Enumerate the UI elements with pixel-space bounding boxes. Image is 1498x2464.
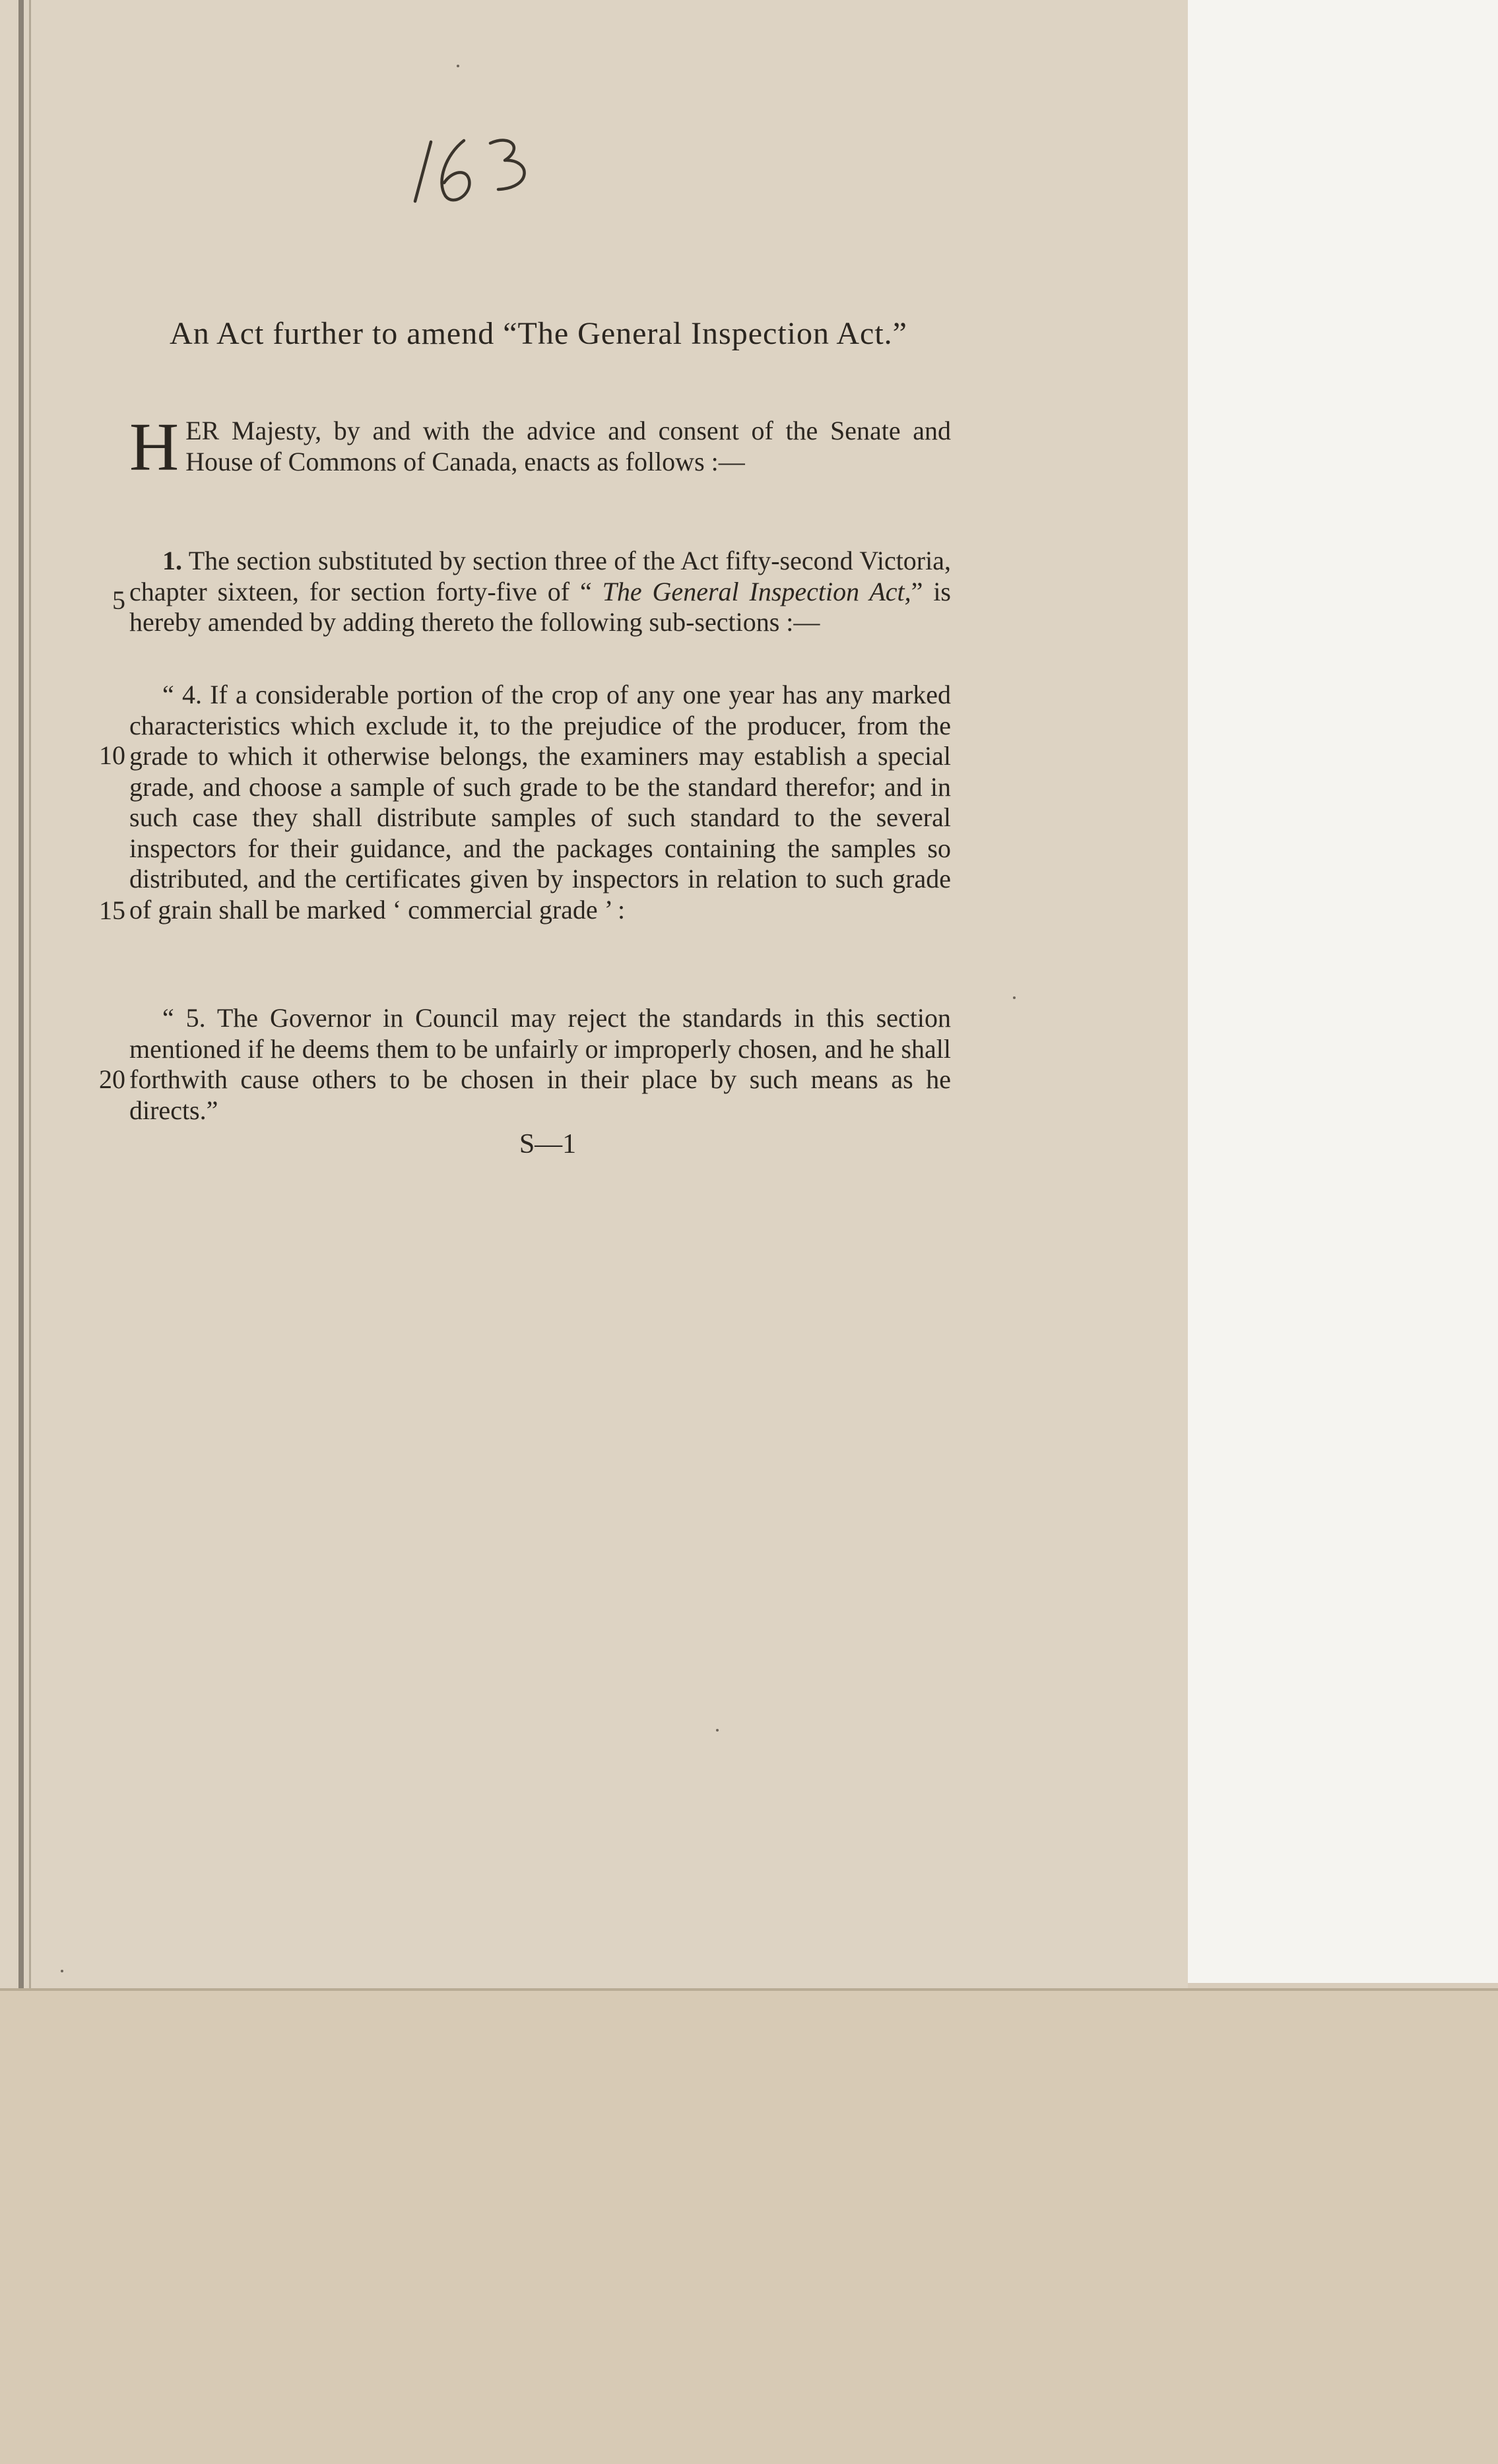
line-number: 20 bbox=[99, 1064, 125, 1094]
subsection-4: “ 4. If a considerable portion of the crop of any one year has any marked characteristics which exclude it, to the prejudice of the producer, from the grade to which it otherwise belongs, the examiners may establish a special grade, and choose a sample of such grade to be the standard therefor; and in such case they shall distribute samples of such standard to the several inspectors for their guidance, and the packages containing the samples so distributed, and the certificates given by inspectors in relation to such grade of grain shall be marked ‘ commercial grade ’ : bbox=[129, 680, 951, 924]
underlying-sheet bbox=[0, 1990, 1498, 2464]
page-fold-line bbox=[0, 1988, 1498, 1991]
subsection-5: “ 5. The Governor in Council may reject the standards in this section mentioned if he deems them to be unfairly or improperly chosen, and he shall forthwith cause others to be chosen in their place by such means as he directs.” bbox=[129, 1003, 951, 1125]
section-text: The section substituted by section three of the Act fifty-second Victoria, chapter sixteen, for section forty-five of “ bbox=[129, 546, 951, 606]
act-name: The General Inspection Act, bbox=[602, 576, 911, 606]
paper-speck bbox=[716, 1729, 719, 1732]
paper-speck bbox=[1013, 996, 1016, 999]
drop-cap: H bbox=[129, 409, 179, 485]
section-number: 1. bbox=[162, 546, 182, 575]
line-number: 15 bbox=[99, 895, 125, 925]
document-title: An Act further to amend “The General Inspection Act.” bbox=[170, 316, 907, 351]
section-1 bbox=[129, 546, 951, 638]
preamble-text: ER Majesty, by and with the advice and consent of the Senate and House of Commons of Canada, enacts as follows :— bbox=[185, 416, 951, 476]
handwritten-number bbox=[406, 122, 577, 214]
signature-mark: S—1 bbox=[519, 1129, 577, 1159]
section-text-cont: ” is hereby amended by adding thereto the following sub-sections :— bbox=[129, 576, 951, 637]
line-number: 10 bbox=[99, 740, 125, 770]
paper-speck bbox=[457, 65, 459, 67]
line-number: 5 bbox=[112, 585, 125, 615]
paper-speck bbox=[61, 1970, 63, 1972]
preamble-paragraph bbox=[129, 409, 951, 485]
scan-background-margin bbox=[1188, 0, 1498, 1983]
